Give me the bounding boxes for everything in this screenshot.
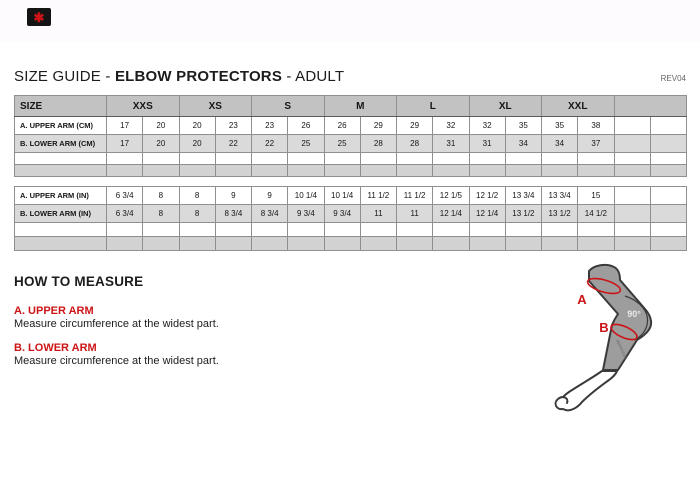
value-cell: 13 3/4: [542, 187, 578, 205]
revision-label: REV04: [660, 74, 686, 83]
empty-cell: [650, 223, 686, 237]
value-cell: 11: [397, 205, 433, 223]
empty-cell: [397, 237, 433, 251]
empty-cell: [15, 165, 107, 177]
row-label: B. LOWER ARM (IN): [15, 205, 107, 223]
table-row: [15, 117, 687, 135]
value-cell: 22: [252, 135, 288, 153]
size-header-xxs: XXS: [107, 96, 180, 117]
value-cell: 8 3/4: [215, 205, 251, 223]
empty-cell: [252, 165, 288, 177]
value-cell: 12 1/4: [433, 205, 469, 223]
value-cell: 10 1/4: [288, 187, 324, 205]
value-cell: 12 1/2: [469, 187, 505, 205]
how-to-measure-section: [14, 274, 394, 367]
elbow-angle-label: 90°: [627, 309, 641, 319]
value-cell: [650, 135, 686, 153]
empty-cell: [614, 153, 650, 165]
value-cell: 20: [143, 117, 179, 135]
value-cell: 9 3/4: [288, 205, 324, 223]
empty-cell: [433, 223, 469, 237]
empty-cell: [433, 153, 469, 165]
empty-cell: [505, 153, 541, 165]
size-header-xs: XS: [179, 96, 252, 117]
value-cell: 8: [143, 205, 179, 223]
empty-cell: [215, 237, 251, 251]
empty-cell: [614, 223, 650, 237]
row-label: A. UPPER ARM (IN): [15, 187, 107, 205]
table-row: [15, 205, 687, 223]
empty-cell: [107, 223, 143, 237]
value-cell: 25: [288, 135, 324, 153]
empty-cell: [578, 237, 614, 251]
empty-cell: [505, 237, 541, 251]
value-cell: 23: [215, 117, 251, 135]
empty-cell: [542, 237, 578, 251]
value-cell: 11: [360, 205, 396, 223]
value-cell: 28: [360, 135, 396, 153]
empty-cell: [360, 165, 396, 177]
sleeve-brand-text: alpinestars: [615, 338, 629, 361]
value-cell: [650, 117, 686, 135]
empty-cell: [143, 223, 179, 237]
size-header-xl: XL: [469, 96, 542, 117]
empty-cell: [215, 223, 251, 237]
value-cell: 8: [143, 187, 179, 205]
empty-cell: [397, 165, 433, 177]
arm-measurement-diagram: [548, 262, 698, 422]
title-prefix: SIZE GUIDE -: [14, 68, 115, 85]
empty-cell: [433, 165, 469, 177]
empty-cell: [143, 153, 179, 165]
value-cell: 29: [397, 117, 433, 135]
value-cell: 12 1/5: [433, 187, 469, 205]
size-header-empty: [614, 96, 687, 117]
empty-cell: [542, 165, 578, 177]
empty-cell: [288, 153, 324, 165]
empty-cell: [650, 165, 686, 177]
size-table-in: [14, 186, 687, 251]
size-header-xxl: XXL: [542, 96, 615, 117]
value-cell: 13 1/2: [542, 205, 578, 223]
value-cell: 20: [179, 117, 215, 135]
empty-cell: [614, 237, 650, 251]
value-cell: 9 3/4: [324, 205, 360, 223]
page-title: [14, 68, 344, 85]
title-suffix: - ADULT: [282, 68, 345, 85]
value-cell: 13 3/4: [505, 187, 541, 205]
empty-cell: [324, 165, 360, 177]
empty-cell: [505, 223, 541, 237]
value-cell: 26: [288, 117, 324, 135]
empty-cell: [397, 153, 433, 165]
value-cell: [614, 205, 650, 223]
value-cell: 20: [179, 135, 215, 153]
value-cell: 11 1/2: [397, 187, 433, 205]
diagram-label-a: A: [577, 292, 587, 307]
title-product: ELBOW PROTECTORS: [114, 68, 283, 85]
value-cell: 17: [107, 117, 143, 135]
empty-cell: [578, 153, 614, 165]
size-header-m: M: [324, 96, 397, 117]
empty-cell: [542, 153, 578, 165]
empty-cell: [505, 165, 541, 177]
how-to-measure-title: HOW TO MEASURE: [14, 274, 144, 289]
value-cell: 12 1/4: [469, 205, 505, 223]
value-cell: 28: [397, 135, 433, 153]
value-cell: 31: [469, 135, 505, 153]
table-row: [15, 237, 687, 251]
diagram-label-b: B: [599, 320, 609, 335]
empty-cell: [324, 237, 360, 251]
empty-cell: [107, 153, 143, 165]
value-cell: 37: [578, 135, 614, 153]
empty-cell: [215, 153, 251, 165]
sleeve-shape: [589, 265, 651, 370]
empty-cell: [469, 153, 505, 165]
empty-cell: [252, 223, 288, 237]
empty-cell: [578, 165, 614, 177]
empty-cell: [324, 223, 360, 237]
empty-cell: [179, 223, 215, 237]
value-cell: 8: [179, 205, 215, 223]
value-cell: 11 1/2: [360, 187, 396, 205]
value-cell: 31: [433, 135, 469, 153]
value-cell: 17: [107, 135, 143, 153]
measure-b-text: Measure circumference at the widest part.: [14, 355, 219, 367]
value-cell: 6 3/4: [107, 205, 143, 223]
empty-cell: [252, 153, 288, 165]
value-cell: 38: [578, 117, 614, 135]
empty-cell: [15, 223, 107, 237]
empty-cell: [542, 223, 578, 237]
value-cell: 13 1/2: [505, 205, 541, 223]
measure-b-label: B. LOWER ARM: [14, 342, 97, 354]
empty-cell: [469, 237, 505, 251]
value-cell: 10 1/4: [324, 187, 360, 205]
empty-cell: [397, 223, 433, 237]
table-row: [15, 187, 687, 205]
empty-cell: [179, 153, 215, 165]
empty-cell: [107, 165, 143, 177]
value-cell: [650, 205, 686, 223]
empty-cell: [143, 237, 179, 251]
empty-cell: [578, 223, 614, 237]
empty-cell: [360, 153, 396, 165]
value-cell: 8: [179, 187, 215, 205]
row-label: B. LOWER ARM (CM): [15, 135, 107, 153]
logo-badge: [27, 8, 51, 26]
row-label: A. UPPER ARM (CM): [15, 117, 107, 135]
value-cell: 20: [143, 135, 179, 153]
value-cell: 9: [252, 187, 288, 205]
size-header-l: L: [397, 96, 470, 117]
top-strip: [0, 0, 700, 42]
size-header-s: S: [252, 96, 325, 117]
value-cell: [614, 187, 650, 205]
empty-cell: [288, 165, 324, 177]
empty-cell: [360, 223, 396, 237]
value-cell: 25: [324, 135, 360, 153]
value-cell: 15: [578, 187, 614, 205]
value-cell: [650, 187, 686, 205]
value-cell: 9: [215, 187, 251, 205]
value-cell: 8 3/4: [252, 205, 288, 223]
value-cell: [614, 135, 650, 153]
empty-cell: [107, 237, 143, 251]
empty-cell: [433, 237, 469, 251]
value-cell: 14 1/2: [578, 205, 614, 223]
empty-cell: [143, 165, 179, 177]
empty-cell: [215, 165, 251, 177]
value-cell: 6 3/4: [107, 187, 143, 205]
value-cell: 29: [360, 117, 396, 135]
empty-cell: [288, 237, 324, 251]
size-column-header: SIZE: [15, 96, 107, 117]
empty-cell: [614, 165, 650, 177]
table-row: [15, 165, 687, 177]
table-row: [15, 223, 687, 237]
measure-a-label: A. UPPER ARM: [14, 305, 94, 317]
value-cell: 23: [252, 117, 288, 135]
empty-cell: [288, 223, 324, 237]
value-cell: 34: [505, 135, 541, 153]
empty-cell: [360, 237, 396, 251]
value-cell: 32: [469, 117, 505, 135]
empty-cell: [469, 223, 505, 237]
value-cell: 35: [542, 117, 578, 135]
value-cell: 32: [433, 117, 469, 135]
empty-cell: [252, 237, 288, 251]
empty-cell: [15, 237, 107, 251]
table-row: [15, 135, 687, 153]
brand-star-icon: ✱: [33, 9, 45, 25]
empty-cell: [179, 165, 215, 177]
table-row: [15, 153, 687, 165]
hand-shape: [560, 371, 617, 410]
size-table-header-row: [15, 96, 687, 117]
value-cell: 34: [542, 135, 578, 153]
empty-cell: [650, 153, 686, 165]
empty-cell: [179, 237, 215, 251]
value-cell: [614, 117, 650, 135]
measure-a-text: Measure circumference at the widest part.: [14, 318, 219, 330]
value-cell: 22: [215, 135, 251, 153]
empty-cell: [469, 165, 505, 177]
value-cell: 35: [505, 117, 541, 135]
empty-cell: [650, 237, 686, 251]
empty-cell: [324, 153, 360, 165]
empty-cell: [15, 153, 107, 165]
value-cell: 26: [324, 117, 360, 135]
size-table-cm: [14, 95, 687, 177]
